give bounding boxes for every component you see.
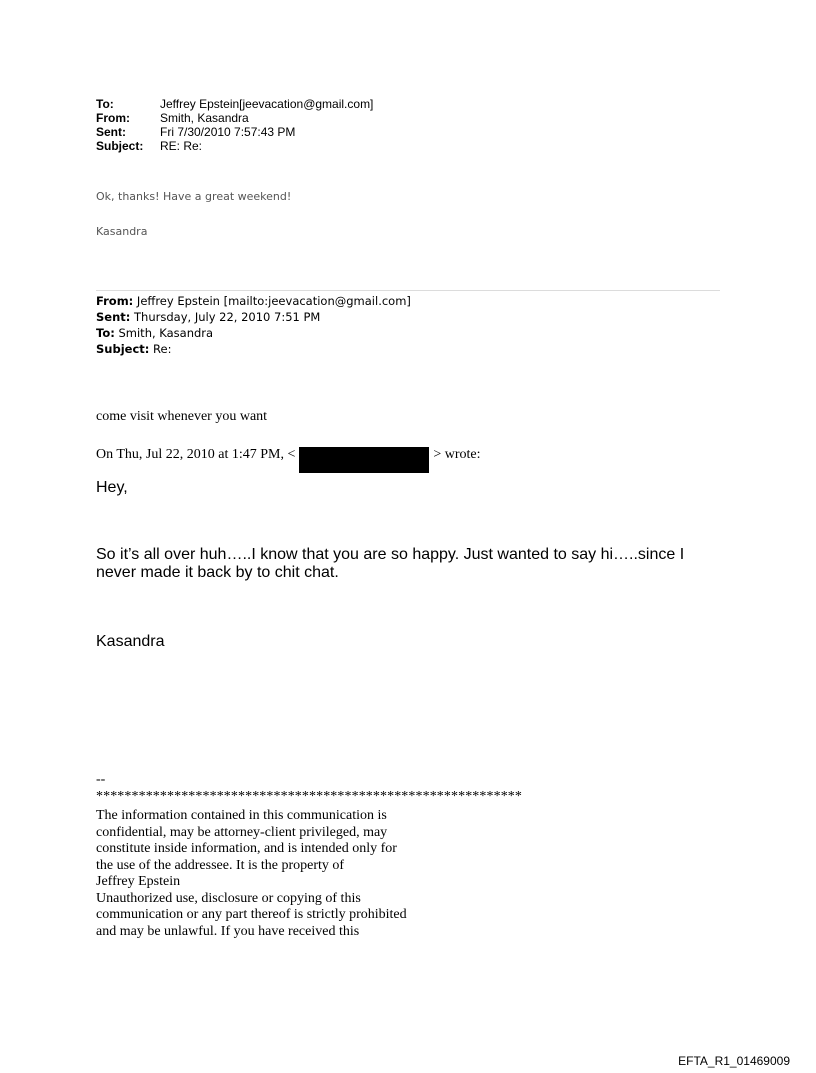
- greeting: Hey,: [96, 479, 128, 496]
- quoted-from-row: [96, 293, 411, 309]
- disclaimer-line: Unauthorized use, disclosure or copying of this: [96, 890, 361, 906]
- to-value: Jeffrey Epstein[jeevacation@gmail.com]: [160, 97, 374, 111]
- to-label: To:: [96, 97, 114, 111]
- original-body: come visit whenever you want: [96, 409, 268, 424]
- signature-separator: --: [96, 772, 106, 787]
- disclaimer: [96, 808, 407, 940]
- sent-row: [96, 125, 373, 139]
- from-row: [96, 111, 373, 125]
- message-line-1: So it’s all over huh…..I know that you are so happy. Just wanted to say hi…..since I: [96, 546, 685, 563]
- from-value: Smith, Kasandra: [160, 111, 249, 125]
- reply-signature: Kasandra: [96, 225, 148, 238]
- message-line-2: never made it back by to chit chat.: [96, 564, 339, 581]
- quoted-to-value: Smith, Kasandra: [114, 326, 214, 340]
- quoted-to-label: To:: [96, 326, 115, 340]
- subject-value: RE: Re:: [160, 139, 203, 153]
- email-header: [96, 97, 373, 153]
- subject-row: [96, 139, 373, 153]
- quoted-sent-label: Sent:: [96, 310, 131, 324]
- disclaimer-line: and may be unlawful. If you have received this: [96, 923, 360, 939]
- subject-label: Subject:: [96, 139, 144, 153]
- quoted-signature: Kasandra: [96, 633, 165, 650]
- sent-value: Fri 7/30/2010 7:57:43 PM: [160, 125, 296, 139]
- to-row: [96, 97, 373, 111]
- quoted-sent-row: [96, 309, 411, 325]
- disclaimer-line: constitute inside information, and is intended only for: [96, 841, 397, 856]
- quoted-from-label: From:: [96, 294, 134, 308]
- attribution-prefix: On Thu, Jul 22, 2010 at 1:47 PM, <: [96, 447, 296, 462]
- quoted-sent-value: Thursday, July 22, 2010 7:51 PM: [130, 310, 321, 324]
- disclaimer-line: Jeffrey Epstein: [96, 874, 181, 889]
- disclaimer-line: the use of the addressee. It is the property of: [96, 857, 345, 873]
- redaction-box: [299, 447, 429, 473]
- quoted-to-row: [96, 325, 411, 341]
- attribution-line: [96, 442, 481, 468]
- document-id: EFTA_R1_01469009: [678, 1054, 790, 1068]
- quoted-message: [96, 546, 716, 582]
- quoted-header: [96, 293, 411, 357]
- from-label: From:: [96, 111, 130, 125]
- reply-body: Ok, thanks! Have a great weekend!: [96, 190, 292, 203]
- disclaimer-line: communication or any part thereof is strictly prohibited: [96, 907, 407, 922]
- divider: [96, 290, 720, 291]
- quoted-subject-row: [96, 341, 411, 357]
- disclaimer-line: confidential, may be attorney-client privileged, may: [96, 824, 388, 840]
- disclaimer-line: The information contained in this communication is: [96, 808, 387, 823]
- attribution-suffix: > wrote:: [433, 447, 481, 462]
- quoted-from-value: Jeffrey Epstein [mailto:jeevacation@gmail.com]: [133, 294, 411, 308]
- asterisk-rule: ************************************************************: [96, 789, 522, 804]
- quoted-subject-value: Re:: [149, 342, 172, 356]
- quoted-subject-label: Subject:: [96, 342, 150, 356]
- sent-label: Sent:: [96, 125, 126, 139]
